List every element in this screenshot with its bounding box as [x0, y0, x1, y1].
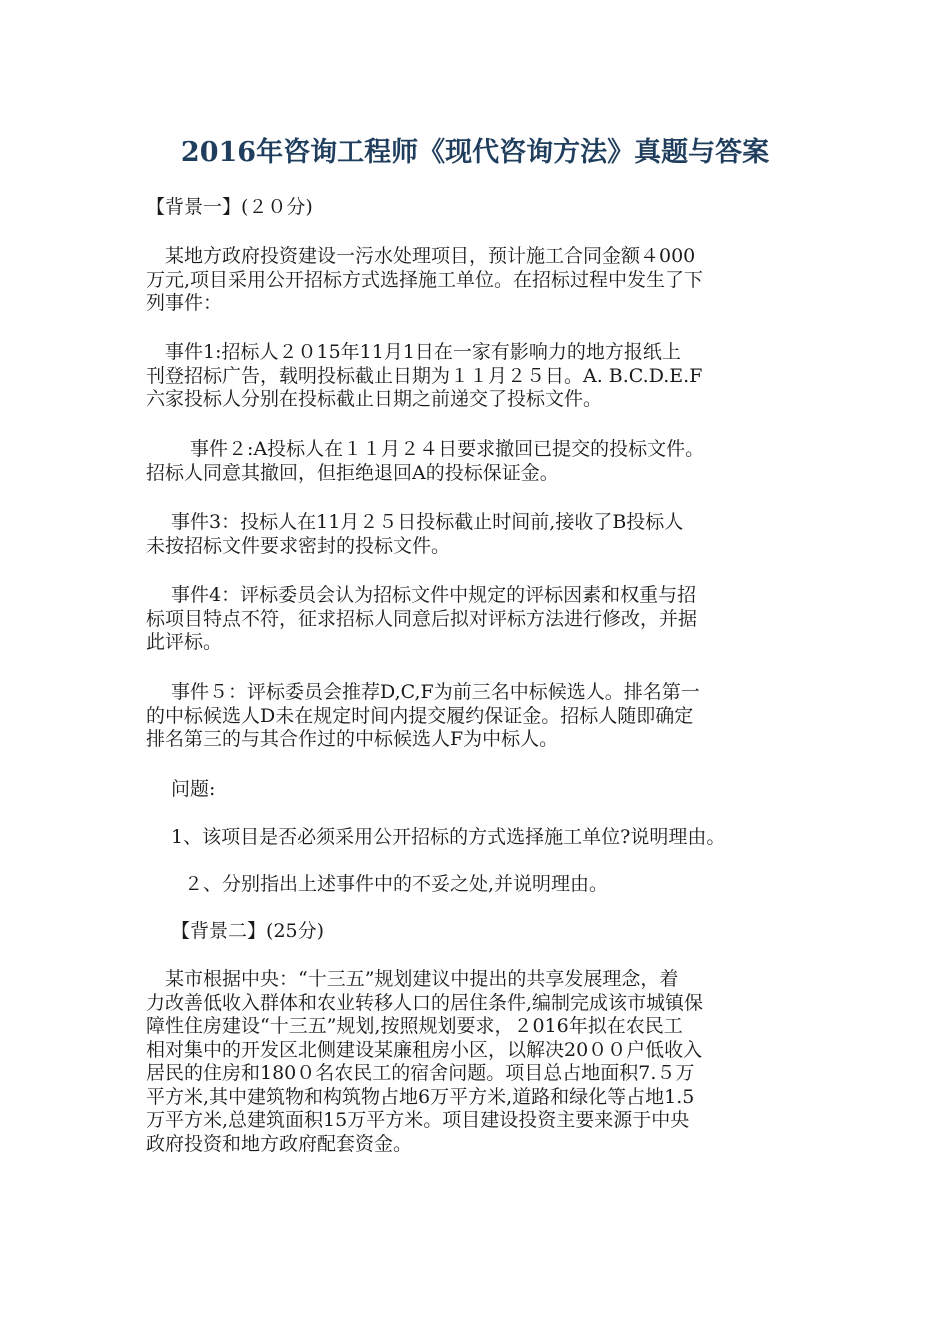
text-line: 1、该项目是否必须采用公开招标的方式选择施工单位?说明理由。: [146, 826, 726, 848]
event-2-paragraph: [146, 438, 826, 485]
text-line: 力改善低收入群体和农业转移人口的居住条件,编制完成该市城镇保: [146, 991, 704, 1014]
text-line: 标项目特点不符，征求招标人同意后拟对评标方法进行修改，并据: [146, 607, 698, 630]
background-one-heading: [146, 196, 826, 220]
text-line: 某地方政府投资建设一污水处理项目，预计施工合同金额４000: [146, 245, 696, 267]
text-line: 事件3：投标人在11月２５日投标截止时间前,接收了B投标人: [146, 511, 684, 533]
text-line: 问题:: [146, 778, 216, 800]
text-line: 的中标候选人D未在规定时间内提交履约保证金。招标人随即确定: [146, 704, 694, 727]
text-line: 政府投资和地方政府配套资金。: [146, 1132, 413, 1155]
text-line: 障性住房建设“十三五”规划,按照规划要求，２016年拟在农民工: [146, 1015, 683, 1037]
text-line: 列事件：: [146, 292, 223, 314]
question-1: [146, 826, 826, 850]
document-title: 2016年咨询工程师《现代咨询方法》真题与答案: [180, 137, 770, 168]
text-line: 某市根据中央：“十三五”规划建议中提出的共享发展理念，着: [146, 968, 679, 990]
text-line: 排名第三的与其合作过的中标候选人F为中标人。: [146, 728, 559, 750]
event-4-paragraph: [146, 584, 826, 655]
text-line: 【背景二】(25分): [146, 920, 325, 942]
text-line: 事件５：评标委员会推荐D,C,F为前三名中标候选人。排名第一: [146, 681, 700, 703]
text-line: 事件２:A投标人在１１月２４日要求撤回已提交的投标文件。: [146, 438, 705, 460]
text-line: 平方米,其中建筑物和构筑物占地6万平方米,道路和绿化等占地1.5: [146, 1085, 695, 1108]
text-line: ２、分别指出上述事件中的不妥之处,并说明理由。: [146, 873, 609, 895]
text-line: 六家投标人分别在投标截止日期之前递交了投标文件。: [146, 388, 603, 410]
background-two-heading: [146, 920, 826, 944]
text-line: 未按招标文件要求密封的投标文件。: [146, 534, 451, 557]
event-5-paragraph: [146, 681, 826, 752]
background-one-body: [146, 245, 826, 316]
text-line: 事件4：评标委员会认为招标文件中规定的评标因素和权重与招: [146, 584, 697, 606]
text-line: 相对集中的开发区北侧建设某廉租房小区，以解决20００户低收入: [146, 1038, 703, 1061]
event-3-paragraph: [146, 511, 826, 558]
text-line: 居民的住房和180０名农民工的宿舍问题。项目总占地面积7.５万: [146, 1062, 695, 1084]
questions-heading: [146, 778, 826, 802]
text-line: 万元,项目采用公开招标方式选择施工单位。在招标过程中发生了下: [146, 268, 704, 291]
background-two-body: [146, 968, 826, 1156]
text-line: 【背景一】(２０分): [146, 196, 313, 218]
text-line: 万平方米,总建筑面积15万平方米。项目建设投资主要来源于中央: [146, 1109, 690, 1131]
question-2: [146, 873, 826, 897]
text-line: 事件1:招标人２０15年11月1日在一家有影响力的地方报纸上: [146, 341, 681, 363]
text-line: 此评标。: [146, 631, 223, 653]
event-1-paragraph: [146, 341, 826, 412]
text-line: 招标人同意其撤回，但拒绝退回A的投标保证金。: [146, 461, 559, 484]
text-line: 刊登招标广告，载明投标截止日期为１１月２５日。A. B.C.D.E.F: [146, 364, 703, 387]
